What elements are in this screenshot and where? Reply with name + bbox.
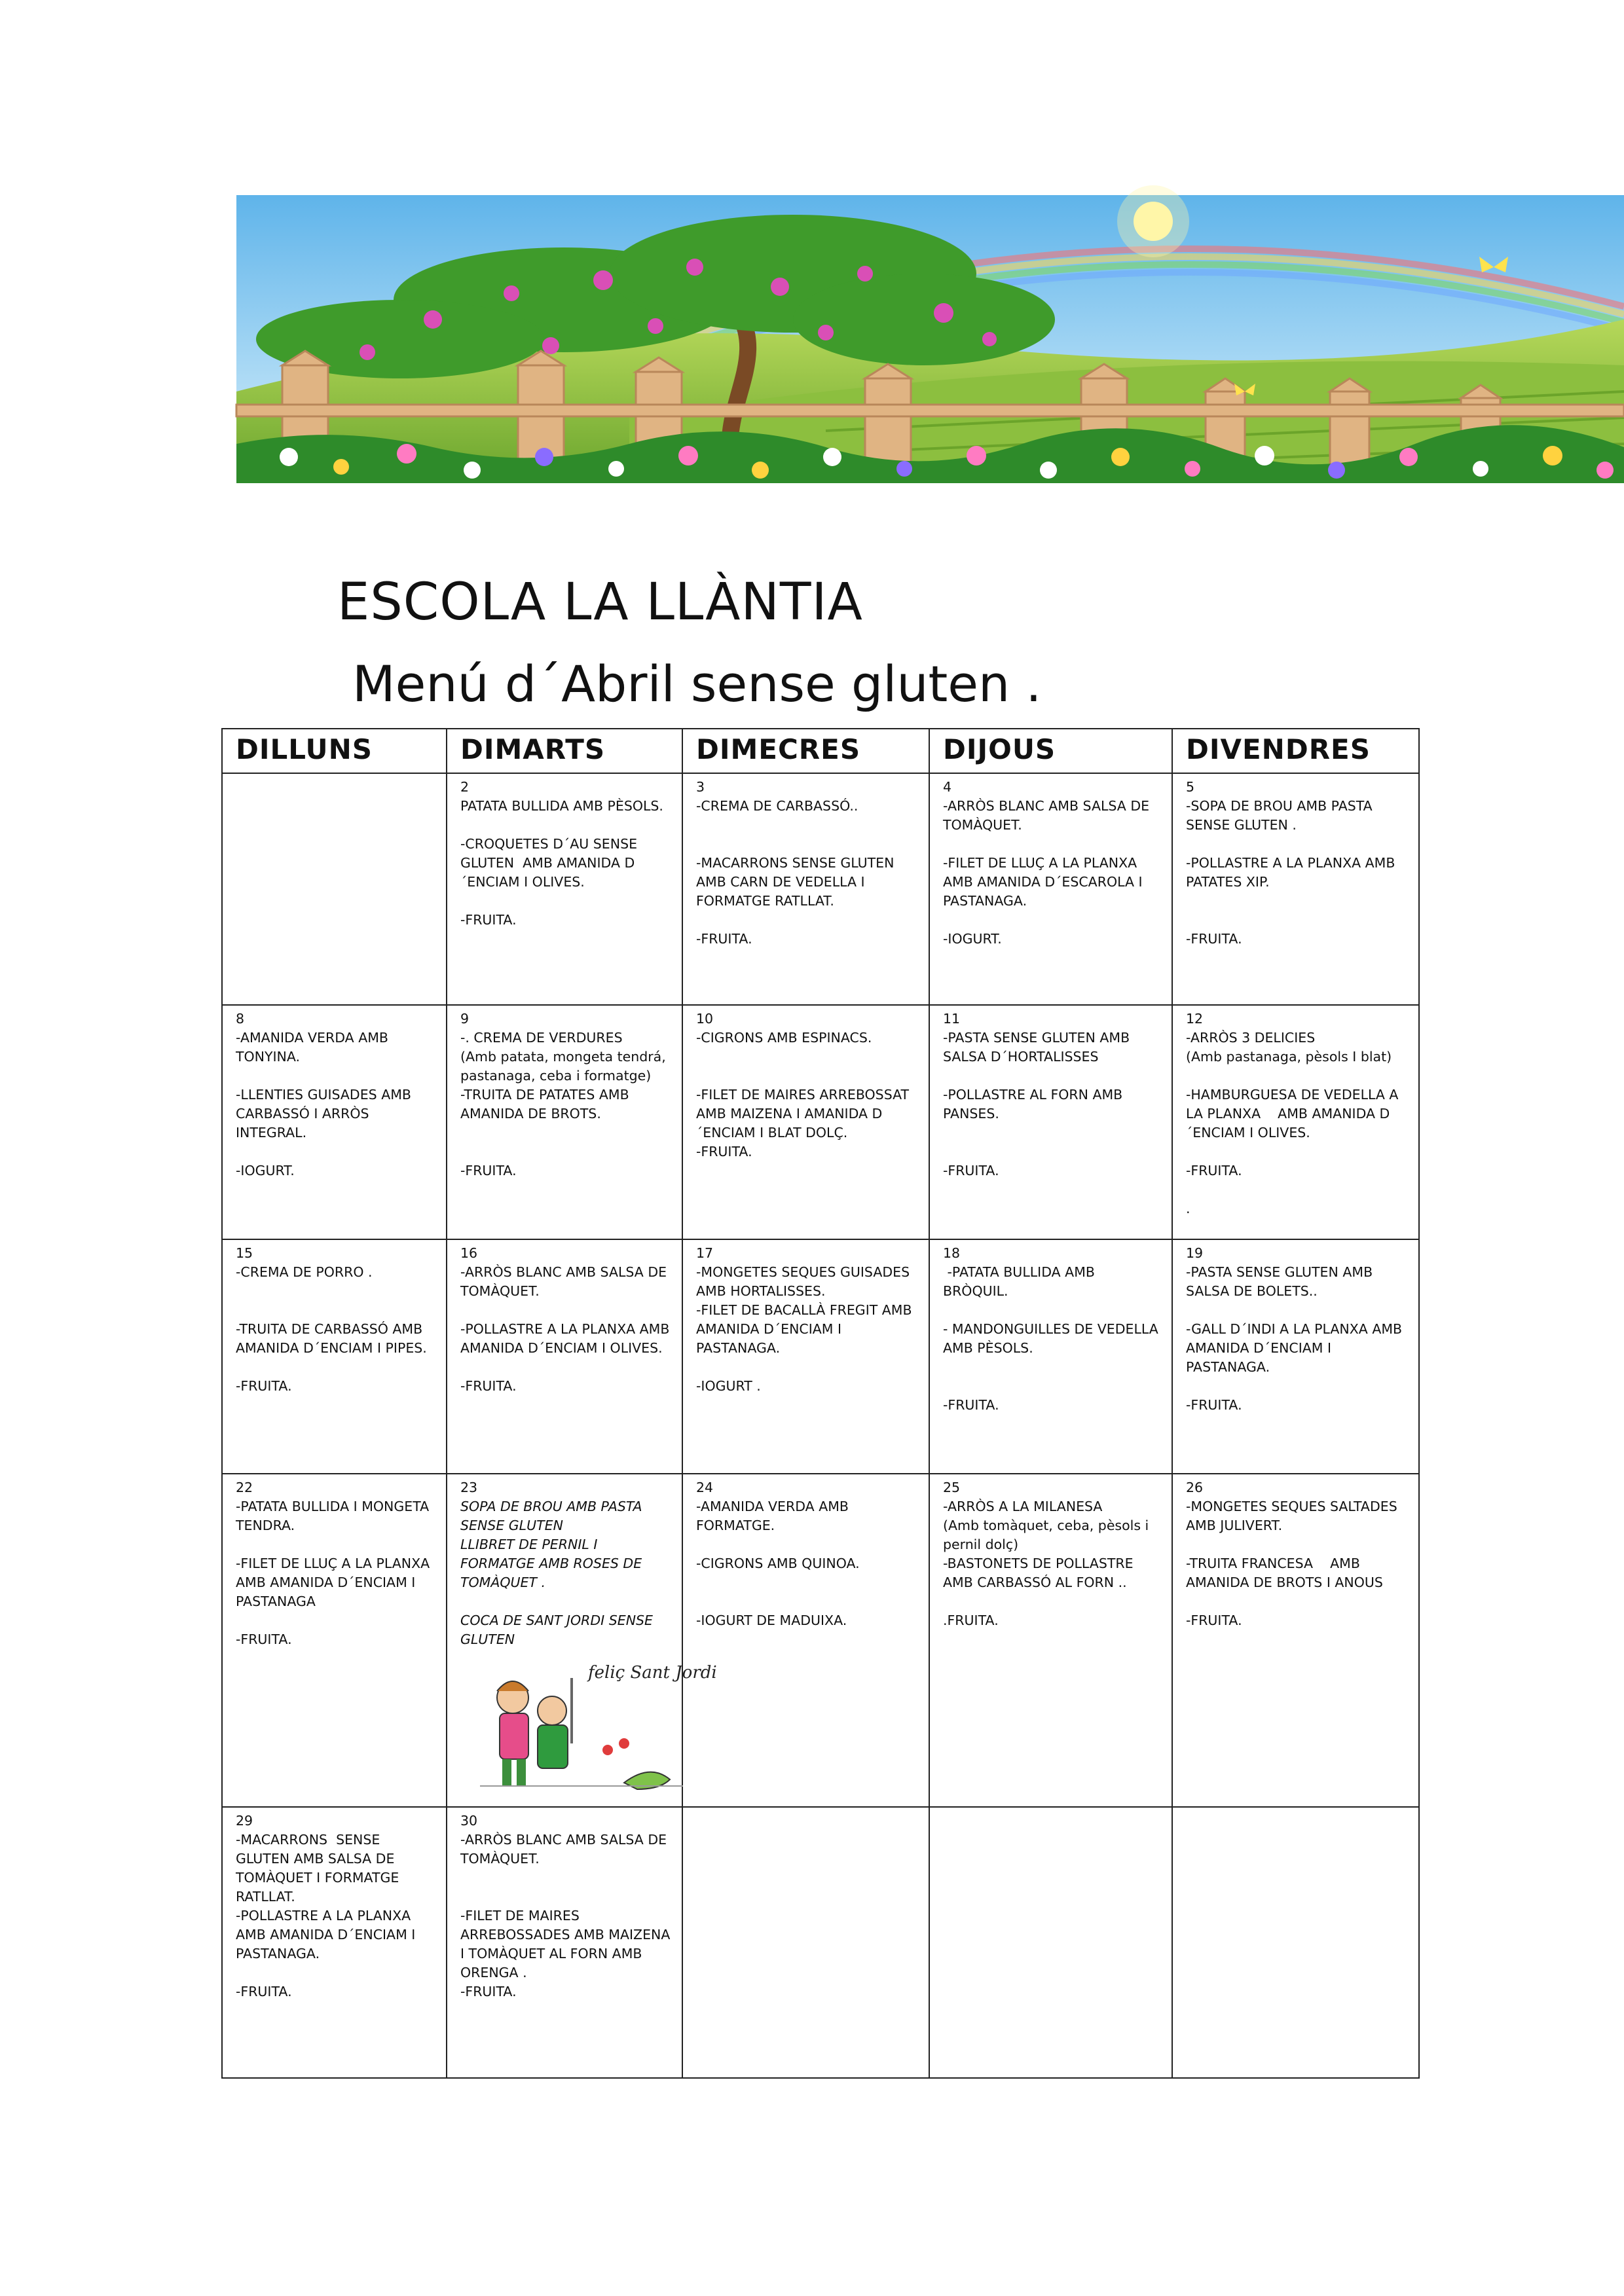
menu-line: -IOGURT DE MADUIXA. (696, 1613, 847, 1628)
menu-line: -FRUITA. (1186, 1163, 1242, 1178)
menu-line (696, 835, 919, 854)
menu-line: -MONGETES SEQUES GUISADES AMB HORTALISSES. (696, 1264, 914, 1299)
menu-line (1186, 1592, 1409, 1611)
menu-line: -FILET DE BACALLÀ FREGIT AMB AMANIDA D´ENCIAM I PASTANAGA. (696, 1302, 917, 1356)
menu-line (460, 1868, 673, 1887)
day-number: 26 (1186, 1480, 1204, 1495)
day-number: 22 (236, 1480, 253, 1495)
weekday-header: DIVENDRES (1172, 729, 1419, 773)
menu-line: -BASTONETS DE POLLASTRE AMB CARBASSÓ AL FORN .. (943, 1556, 1138, 1590)
day-cell (682, 1807, 929, 2078)
menu-line: -FRUITA. (460, 1984, 517, 1999)
weekday-header: DIJOUS (929, 729, 1172, 773)
week-row (222, 1474, 1419, 1807)
menu-line: -PATATA BULLIDA AMB BRÒQUIL. (943, 1264, 1099, 1299)
day-cell (929, 1807, 1172, 2078)
menu-line: -ARRÒS BLANC AMB SALSA DE TOMÀQUET. (460, 1264, 671, 1299)
day-number: 15 (236, 1245, 253, 1261)
day-cell (222, 1005, 447, 1239)
day-cell (447, 773, 682, 1005)
day-cell (447, 1005, 682, 1239)
menu-line (943, 1123, 1162, 1142)
menu-line: LLIBRET DE PERNIL I FORMATGE AMB ROSES DE TOMÀQUET . (460, 1537, 646, 1590)
menu-line (460, 1887, 673, 1906)
menu-line: -FRUITA. (943, 1163, 999, 1178)
menu-line (1186, 1377, 1409, 1396)
day-number: 2 (460, 779, 470, 795)
day-number: 17 (696, 1245, 714, 1261)
menu-line: -CROQUETES D´AU SENSE GLUTEN AMB AMANIDA D´ENCIAM I OLIVES. (460, 836, 642, 890)
menu-line: -ARRÒS A LA MILANESA (943, 1499, 1103, 1514)
menu-line: -TRUITA DE PATATES AMB AMANIDA DE BROTS. (460, 1087, 634, 1121)
day-cell (1172, 1807, 1419, 2078)
menu-line: -FILET DE LLUÇ A LA PLANXA AMB AMANIDA D´ESCAROLA I PASTANAGA. (943, 855, 1147, 909)
menu-line: -SOPA DE BROU AMB PASTA SENSE GLUTEN . (1186, 798, 1377, 833)
menu-line: -FILET DE LLUÇ A LA PLANXA AMB AMANIDA D´ENCIAM I PASTANAGA (236, 1556, 434, 1609)
menu-line: -FRUITA. (236, 1378, 292, 1394)
weekday-header-row (222, 729, 1419, 773)
day-number: 16 (460, 1245, 478, 1261)
weekday-header: DIMARTS (447, 729, 682, 773)
menu-line: COCA DE SANT JORDI SENSE GLUTEN (460, 1613, 657, 1647)
menu-line: .FRUITA. (943, 1613, 999, 1628)
menu-line: -FRUITA. (236, 1984, 292, 1999)
menu-line (460, 1123, 673, 1142)
knight-illustration (480, 1678, 683, 1789)
day-number: 12 (1186, 1011, 1204, 1027)
menu-line: -TRUITA DE CARBASSÓ AMB AMANIDA D´ENCIAM I PIPES. (236, 1321, 427, 1356)
menu-line: -HAMBURGUESA DE VEDELLA A LA PLANXA AMB AMANIDA D´ENCIAM I OLIVES. (1186, 1087, 1403, 1140)
menu-line (460, 1592, 673, 1611)
menu-line (943, 911, 1162, 930)
menu-line: -AMANIDA VERDA AMB TONYINA. (236, 1030, 393, 1065)
menu-line (696, 1048, 919, 1066)
menu-line: -FRUITA. (943, 1397, 999, 1413)
menu-line (236, 1142, 437, 1161)
menu-line: -PASTA SENSE GLUTEN AMB SALSA DE BOLETS.. (1186, 1264, 1377, 1299)
menu-line (1186, 911, 1409, 930)
day-number: 30 (460, 1813, 478, 1829)
menu-line: -ARRÒS BLANC AMB SALSA DE TOMÀQUET. (943, 798, 1154, 833)
sticker-caption: feliç Sant Jordi (588, 1663, 717, 1683)
day-cell (929, 1474, 1172, 1807)
menu-line (696, 816, 919, 835)
menu-line: - MANDONGUILLES DE VEDELLA AMB PÈSOLS. (943, 1321, 1163, 1356)
week-row (222, 1239, 1419, 1474)
menu-line (1186, 835, 1409, 854)
menu-line (696, 1358, 919, 1377)
spring-garden-banner (236, 195, 1624, 483)
menu-line (1186, 1535, 1409, 1554)
menu-line (236, 1282, 437, 1301)
menu-line: (Amb tomàquet, ceba, pèsols i pernil dolç) (943, 1518, 1153, 1552)
menu-line (236, 1963, 437, 1982)
day-number: 18 (943, 1245, 961, 1261)
menu-table (221, 728, 1420, 2079)
menu-line: -MACARRONS SENSE GLUTEN AMB CARN DE VEDELLA I FORMATGE RATLLAT. (696, 855, 898, 909)
day-cell (682, 1474, 929, 1807)
menu-line: -IOGURT. (943, 931, 1002, 947)
menu-line: -POLLASTRE A LA PLANXA AMB AMANIDA D´ENCIAM I PASTANAGA. (236, 1908, 420, 1961)
menu-line: -CIGRONS AMB ESPINACS. (696, 1030, 872, 1046)
menu-title: Menú d´Abril sense gluten . (352, 655, 1042, 713)
week-row (222, 773, 1419, 1005)
menu-line (460, 1358, 673, 1377)
menu-line (236, 1301, 437, 1320)
day-number: 3 (696, 779, 705, 795)
day-cell (222, 1239, 447, 1474)
menu-line: -POLLASTRE A LA PLANXA AMB PATATES XIP. (1186, 855, 1399, 890)
school-name: ESCOLA LA LLÀNTIA (337, 573, 863, 632)
day-cell (1172, 1005, 1419, 1239)
menu-line (1186, 1066, 1409, 1085)
week-row (222, 1807, 1419, 2078)
menu-line (696, 1592, 919, 1611)
weekday-header: DIMECRES (682, 729, 929, 773)
menu-line: PATATA BULLIDA AMB PÈSOLS. (460, 798, 663, 814)
day-number: 9 (460, 1011, 470, 1027)
menu-line (1186, 1180, 1409, 1199)
menu-line: -IOGURT. (236, 1163, 295, 1178)
menu-line: -ARRÒS 3 DELICIES (1186, 1030, 1316, 1046)
menu-line (943, 1301, 1162, 1320)
menu-line: -MACARRONS SENSE GLUTEN AMB SALSA DE TOMÀQUET I FORMATGE RATLLAT. (236, 1832, 403, 1904)
day-number: 19 (1186, 1245, 1204, 1261)
menu-line (696, 1066, 919, 1085)
menu-line (696, 1573, 919, 1592)
menu-line: -FRUITA. (460, 1163, 517, 1178)
menu-line: -FRUITA. (460, 1378, 517, 1394)
day-number: 11 (943, 1011, 961, 1027)
day-cell (682, 1239, 929, 1474)
menu-line: -AMANIDA VERDA AMB FORMATGE. (696, 1499, 853, 1533)
menu-line: -LLENTIES GUISADES AMB CARBASSÓ I ARRÒS INTEGRAL. (236, 1087, 416, 1140)
menu-line (236, 1535, 437, 1554)
menu-line: -TRUITA FRANCESA AMB AMANIDA DE BROTS I ANOUS (1186, 1556, 1383, 1590)
menu-line: -CIGRONS AMB QUINOA. (696, 1556, 860, 1571)
menu-line: -FRUITA. (696, 931, 752, 947)
day-cell (1172, 773, 1419, 1005)
menu-line: -PATATA BULLIDA I MONGETA TENDRA. (236, 1499, 434, 1533)
sant-jordi-sticker (473, 1652, 717, 1802)
day-number: 23 (460, 1480, 478, 1495)
day-number: 4 (943, 779, 952, 795)
day-number: 29 (236, 1813, 253, 1829)
menu-line: -CREMA DE PORRO . (236, 1264, 373, 1280)
day-cell (682, 773, 929, 1005)
menu-line (943, 1592, 1162, 1611)
menu-line (460, 892, 673, 911)
menu-line (460, 1142, 673, 1161)
menu-line: -POLLASTRE A LA PLANXA AMB AMANIDA D´ENCIAM I OLIVES. (460, 1321, 674, 1356)
menu-line: -FILET DE MAIRES ARREBOSSADES AMB MAIZENA I TOMÀQUET AL FORN AMB ORENGA . (460, 1908, 674, 1980)
day-cell (447, 1807, 682, 2078)
menu-line (696, 1535, 919, 1554)
menu-line (1186, 892, 1409, 911)
day-number: 24 (696, 1480, 714, 1495)
menu-line: -POLLASTRE AL FORN AMB PANSES. (943, 1087, 1127, 1121)
weekday-header: DILLUNS (222, 729, 447, 773)
sant-jordi-menu (460, 1478, 673, 1649)
day-cell (929, 1005, 1172, 1239)
menu-line: -FILET DE MAIRES ARREBOSSAT AMB MAIZENA I AMANIDA D´ENCIAM I BLAT DOLÇ. (696, 1087, 913, 1140)
menu-line: -FRUITA. (460, 912, 517, 928)
day-cell (1172, 1474, 1419, 1807)
menu-line: -IOGURT . (696, 1378, 761, 1394)
day-number: 25 (943, 1480, 961, 1495)
menu-line: -MONGETES SEQUES SALTADES AMB JULIVERT. (1186, 1499, 1402, 1533)
menu-line: -ARRÒS BLANC AMB SALSA DE TOMÀQUET. (460, 1832, 671, 1867)
menu-line: -FRUITA. (1186, 931, 1242, 947)
day-cell (222, 773, 447, 1005)
week-row (222, 1005, 1419, 1239)
menu-line (236, 1611, 437, 1630)
day-number: 5 (1186, 779, 1195, 795)
day-cell (929, 773, 1172, 1005)
menu-line: -FRUITA. (696, 1144, 752, 1159)
day-cell (682, 1005, 929, 1239)
menu-line: -FRUITA. (1186, 1613, 1242, 1628)
menu-line: -FRUITA. (1186, 1397, 1242, 1413)
menu-line: -CREMA DE CARBASSÓ.. (696, 798, 858, 814)
day-cell (1172, 1239, 1419, 1474)
day-number: 10 (696, 1011, 714, 1027)
day-cell (222, 1474, 447, 1807)
menu-line (943, 1377, 1162, 1396)
menu-line: SOPA DE BROU AMB PASTA SENSE GLUTEN (460, 1499, 647, 1533)
menu-line (1186, 1301, 1409, 1320)
menu-line: (Amb pastanaga, pèsols I blat) (1186, 1049, 1392, 1065)
menu-line (236, 1066, 437, 1085)
day-number: 8 (236, 1011, 245, 1027)
menu-line (460, 816, 673, 835)
menu-line (1186, 1142, 1409, 1161)
day-cell (222, 1807, 447, 2078)
menu-line (696, 911, 919, 930)
menu-line (943, 1142, 1162, 1161)
menu-line (943, 835, 1162, 854)
day-cell (929, 1239, 1172, 1474)
menu-line: -GALL D´INDI A LA PLANXA AMB AMANIDA D´ENCIAM I PASTANAGA. (1186, 1321, 1407, 1375)
day-cell (447, 1239, 682, 1474)
menu-line: . (1186, 1201, 1190, 1216)
menu-line: -FRUITA. (236, 1631, 292, 1647)
menu-line (943, 1358, 1162, 1377)
menu-line: -. CREMA DE VERDURES (460, 1030, 623, 1046)
menu-line (236, 1358, 437, 1377)
menu-line (943, 1066, 1162, 1085)
menu-line (460, 1301, 673, 1320)
menu-line: (Amb patata, mongeta tendrá, pastanaga, ceba i formatge) (460, 1049, 671, 1084)
menu-line: -PASTA SENSE GLUTEN AMB SALSA D´HORTALISSES (943, 1030, 1134, 1065)
